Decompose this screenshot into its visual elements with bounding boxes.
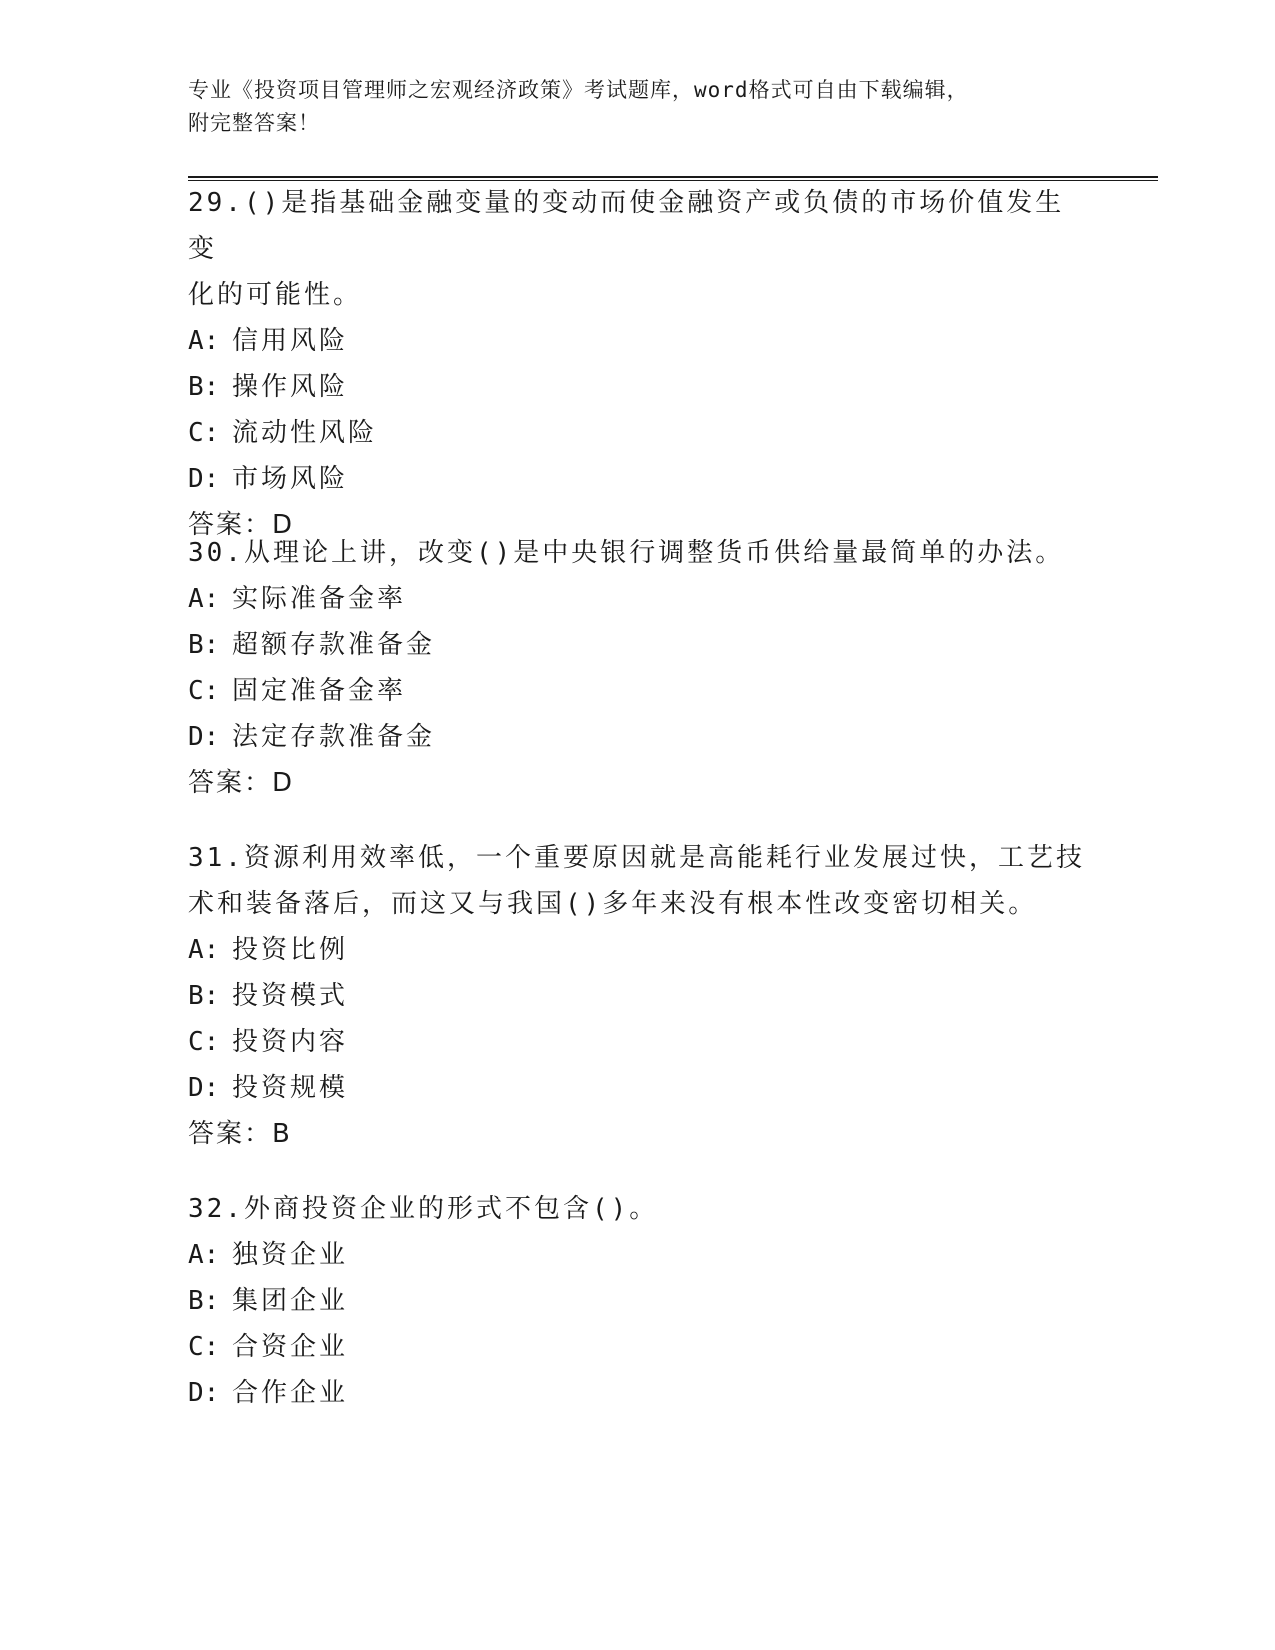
option-key: B: [188,630,220,660]
option-text: 投资内容 [232,1027,349,1057]
answer-line: 答案：D [188,768,295,798]
option-key: A: [188,935,220,965]
question-stem-line-1: 32.外商投资企业的形式不包含()。 [188,1194,659,1224]
question-stem-line-1: 29.()是指基础金融变量的变动而使金融资产或负债的市场价值发生变 [188,188,1065,264]
question-29 [188,180,1088,548]
question-stem-line-2: 术和装备落后，而这又与我国()多年来没有根本性改变密切相关。 [188,889,1038,919]
option-key: D: [188,722,220,752]
question-stem-line-1: 30.从理论上讲，改变()是中央银行调整货币供给量最简单的办法。 [188,538,1065,568]
answer-line: 答案：B [188,1119,292,1149]
option-key: B: [188,1286,220,1316]
option-key: B: [188,372,220,402]
option-key: B: [188,981,220,1011]
option-a [188,927,1088,973]
option-text: 操作风险 [232,372,349,402]
option-b [188,622,1088,668]
option-b [188,973,1088,1019]
option-text: 市场风险 [232,464,349,494]
header-line-1: 专业《投资项目管理师之宏观经济政策》考试题库，word格式可自由下载编辑， [188,78,969,102]
option-key: C: [188,1332,220,1362]
option-d [188,456,1088,502]
option-key: A: [188,1240,220,1270]
document-header [188,74,1088,140]
option-c [188,668,1088,714]
option-key: D: [188,1378,220,1408]
option-text: 法定存款准备金 [232,722,436,752]
option-text: 信用风险 [232,326,349,356]
option-text: 集团企业 [232,1286,349,1316]
option-text: 合资企业 [232,1332,349,1362]
option-c [188,1324,1088,1370]
option-c [188,410,1088,456]
option-text: 固定准备金率 [232,676,407,706]
option-text: 独资企业 [232,1240,349,1270]
question-32 [188,1186,1088,1416]
option-text: 投资比例 [232,935,349,965]
header-line-2: 附完整答案！ [188,111,320,135]
option-text: 流动性风险 [232,418,378,448]
question-30 [188,530,1088,806]
option-a [188,1232,1088,1278]
option-b [188,364,1088,410]
option-key: C: [188,676,220,706]
option-key: A: [188,326,220,356]
option-key: C: [188,418,220,448]
option-text: 投资模式 [232,981,349,1011]
option-key: D: [188,464,220,494]
question-stem-line-2: 化的可能性。 [188,280,363,310]
option-text: 实际准备金率 [232,584,407,614]
option-text: 合作企业 [232,1378,349,1408]
option-b [188,1278,1088,1324]
answer-line: 答案：D [188,510,295,540]
question-stem-line-1: 31.资源利用效率低，一个重要原因就是高能耗行业发展过快，工艺技 [188,843,1085,873]
question-31 [188,835,1088,1157]
option-a [188,318,1088,364]
option-c [188,1019,1088,1065]
option-d [188,1065,1088,1111]
option-key: C: [188,1027,220,1057]
option-a [188,576,1088,622]
option-text: 投资规模 [232,1073,349,1103]
option-d [188,1370,1088,1416]
option-d [188,714,1088,760]
option-key: D: [188,1073,220,1103]
option-key: A: [188,584,220,614]
option-text: 超额存款准备金 [232,630,436,660]
